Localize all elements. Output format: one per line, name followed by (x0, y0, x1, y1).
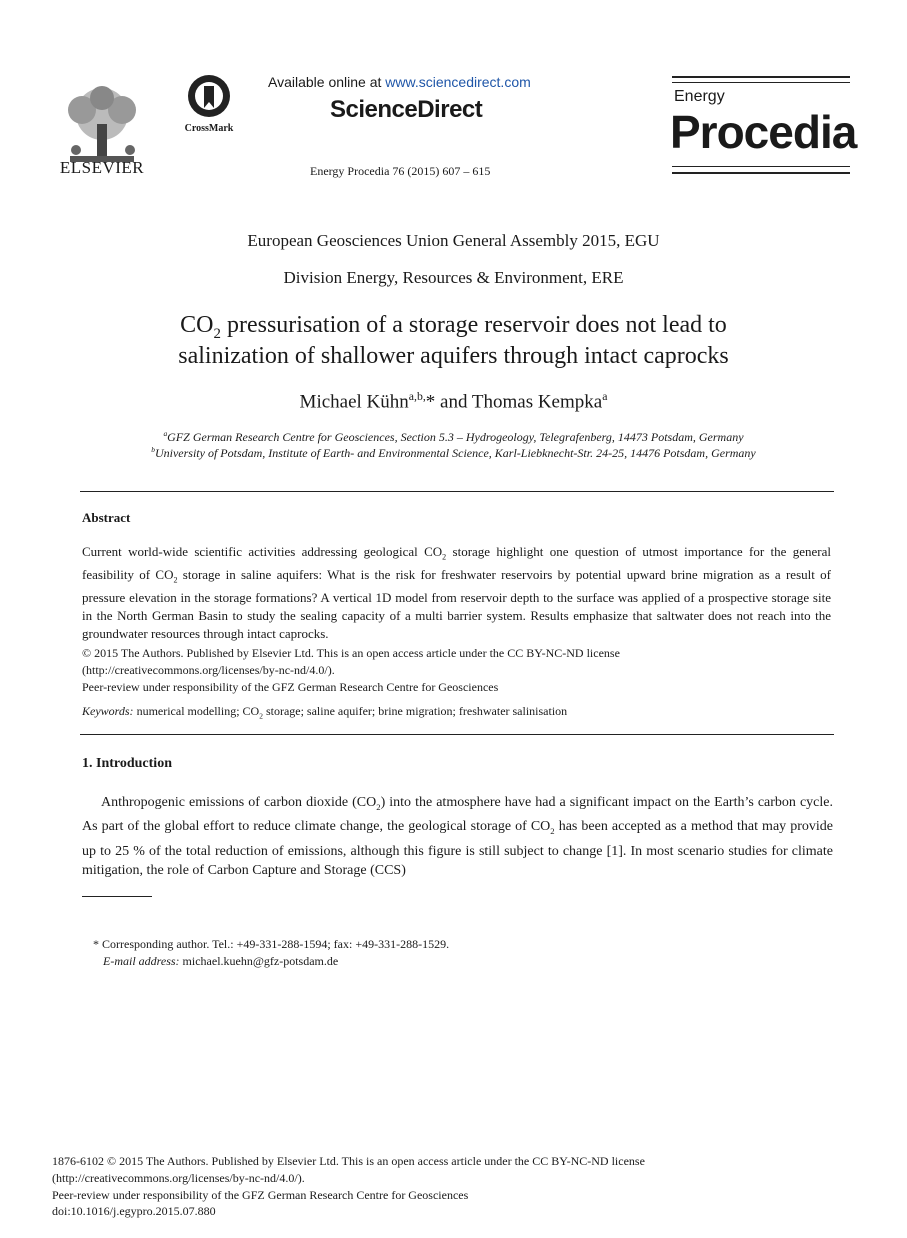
journal-logo-rule-bottom (672, 172, 850, 174)
issn-copyright-line: 1876-6102 © 2015 The Authors. Published by Elsevier Ltd. This is an open access article under the CC BY-NC-ND license (52, 1154, 645, 1168)
bottom-license-link[interactable]: (http://creativecommons.org/licenses/by-nc-nd/4.0/). (52, 1171, 305, 1185)
divider-top (80, 491, 834, 492)
abstract-sub-1: 2 (442, 552, 447, 562)
introduction-text (82, 793, 833, 881)
journal-reference: Energy Procedia 76 (2015) 607 – 615 (310, 164, 491, 178)
title-sub: 2 (213, 325, 221, 342)
abstract-part-2: storage highlight one question of utmost importance for the general feasibility of CO (82, 544, 831, 583)
keywords-sub: 2 (259, 711, 263, 721)
conference-line-1: European Geosciences Union General Assembly 2015, EGU (247, 231, 660, 250)
email-address[interactable]: michael.kuehn@gfz-potsdam.de (179, 954, 339, 968)
conference-line-2: Division Energy, Resources & Environment, ERE (283, 268, 624, 287)
intro-part-2: ) into the atmosphere have had a significant impact on the Earth’s carbon cycle. As part of the global effort to reduce climate change, the geological storage of CO (82, 795, 834, 835)
doi[interactable]: doi:10.1016/j.egypro.2015.07.880 (52, 1204, 216, 1218)
abstract-text (82, 543, 831, 642)
crossmark-label: CrossMark (184, 123, 234, 134)
journal-logo-procedia: Procedia (670, 106, 857, 158)
sciencedirect-wordmark: ScienceDirect (330, 96, 483, 123)
author-2: Thomas Kempka (471, 391, 603, 413)
affiliation-b-mark: b (151, 445, 155, 454)
author-2-affil: a (602, 390, 608, 403)
paper-title-line-2: salinization of shallower aquifers through intact caprocks (178, 343, 729, 369)
journal-logo-rule-top (672, 76, 850, 78)
crossmark-badge[interactable] (178, 74, 240, 134)
bottom-peer-review: Peer-review under responsibility of the GFZ German Research Centre for Geosciences (52, 1188, 469, 1202)
section-heading-introduction: 1. Introduction (82, 756, 172, 771)
affiliation-a (0, 429, 907, 445)
abstract-heading: Abstract (82, 510, 131, 525)
intro-sub-2: 2 (550, 826, 555, 837)
crossmark-icon (178, 74, 240, 120)
keywords (82, 704, 567, 720)
title-rest: pressurisation of a storage reservoir does not lead to (220, 312, 727, 338)
intro-part-1: Anthropogenic emissions of carbon dioxide (CO (101, 795, 377, 810)
elsevier-wordmark: ELSEVIER (59, 158, 145, 177)
author-1-affil: a,b, (408, 390, 426, 403)
affiliation-b-text: University of Potsdam, Institute of Earth- and Environmental Science, Karl-Liebknecht-Str. 24-25, 14476 Potsdam, Germany (154, 446, 756, 460)
abstract-part-1: Current world-wide scientific activities addressing geological CO (82, 544, 443, 559)
author-1: Michael Kühn (299, 391, 409, 413)
email-label: E-mail address: (103, 954, 180, 968)
abstract-sub-2: 2 (173, 575, 178, 585)
title-co: CO (180, 312, 214, 338)
keywords-label: Keywords: (82, 704, 134, 718)
author-list (0, 390, 907, 413)
journal-logo-energy: Energy (674, 88, 725, 105)
author-and: and (435, 391, 472, 413)
license-line-1: © 2015 The Authors. Published by Elsevier Ltd. This is an open access article under the CC BY-NC-ND license (82, 646, 620, 660)
license-link[interactable]: (http://creativecommons.org/licenses/by-nc-nd/4.0/). (82, 663, 335, 677)
footnote-rule (82, 896, 152, 897)
affiliation-a-mark: a (163, 429, 168, 438)
journal-logo-rule-bottom-thin (672, 166, 850, 167)
keywords-part-1: numerical modelling; CO (133, 704, 260, 718)
affiliation-a-text: GFZ German Research Centre for Geosciences, Section 5.3 – Hydrogeology, Telegrafenberg, 14473 Potsdam, Germany (167, 430, 744, 444)
peer-review-line: Peer-review under responsibility of the GFZ German Research Centre for Geosciences (82, 680, 499, 694)
available-prefix: Available online at (268, 74, 386, 90)
footnote-corresponding-author: * Corresponding author. Tel.: +49-331-288-1594; fax: +49-331-288-1529. (93, 937, 450, 951)
available-online (268, 74, 531, 90)
keywords-part-2: storage; saline aquifer; brine migration; freshwater salinisation (262, 704, 568, 718)
footnote-email (103, 954, 338, 969)
sciencedirect-link[interactable]: www.sciencedirect.com (385, 74, 531, 90)
paper-title-line-1 (0, 312, 907, 343)
affiliation-b (0, 445, 907, 461)
divider-bottom (80, 734, 834, 735)
journal-logo-rule-top-thin (672, 82, 850, 83)
corresponding-star: * (425, 391, 436, 413)
intro-part-3: has been accepted as a method that may provide up to 25 % of the total reduction of emissions, although this figure is still subject to change [1]. In most scenario studies for climate mitigation, the role of Carbon Capture and Storage (CCS) (82, 819, 833, 879)
intro-sub-1: 2 (376, 801, 381, 812)
abstract-part-3: storage in saline aquifers: What is the risk for freshwater reservoirs by potential upward brine migration as a result of pressure elevation in the storage formations? A vertical 1D model from reservoir depth to the surface was applied of a prospective storage site in the North German Basin to study the sealing capacity of a multi barrier system. Results emphasize that saltwater does not reach into the groundwater resources through intact caprocks. (82, 567, 831, 641)
